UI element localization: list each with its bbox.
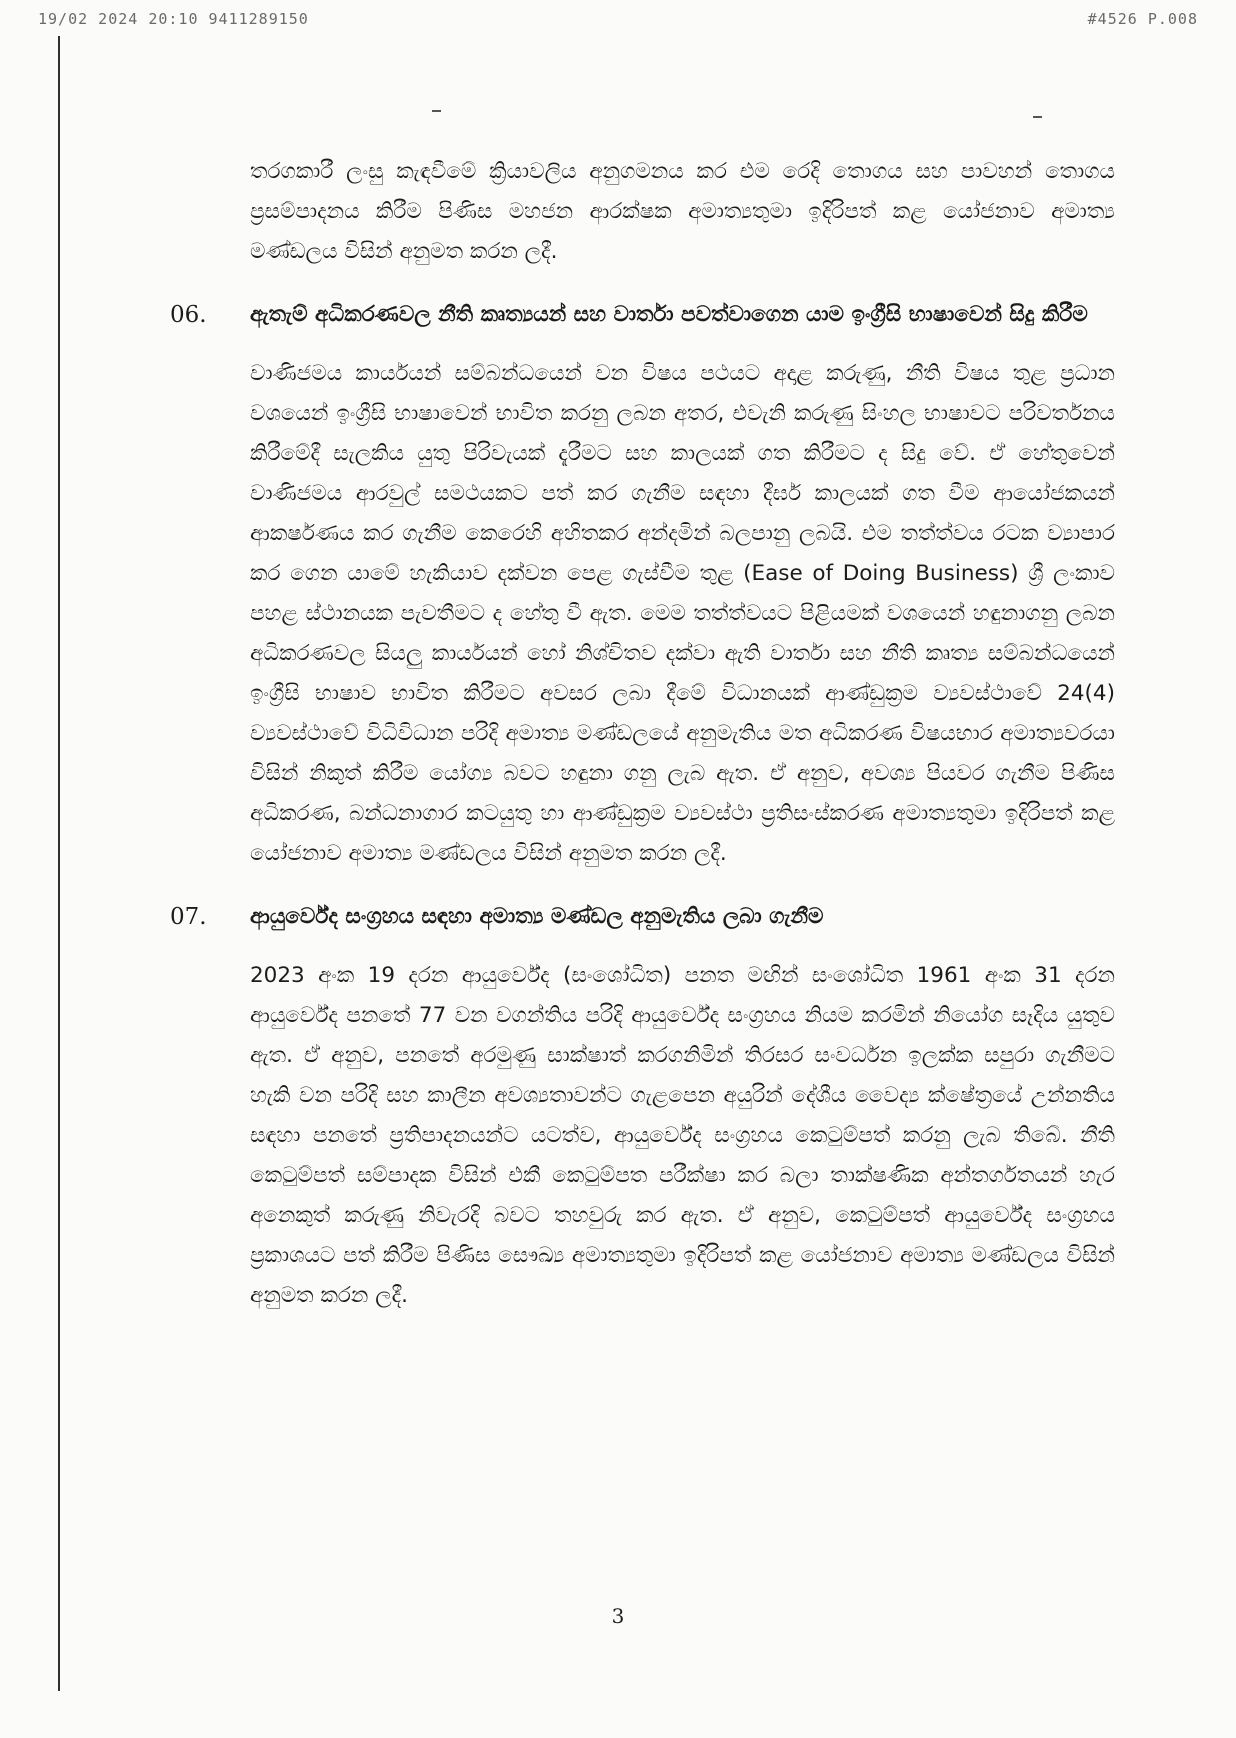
fax-page-code: #4526 P.008	[1087, 10, 1198, 28]
agenda-item-06	[170, 294, 1115, 874]
item-number: 07.	[170, 904, 207, 930]
scan-artifact-dash	[432, 110, 441, 112]
agenda-item-07	[170, 896, 1115, 1316]
item-body: වාණිජමය කාර්යයන් සම්බන්ධයෙන් වන විෂය පථයට අදාළ කරුණු, නීති විෂය තුළ ප්‍රධාන වශයෙන් ඉංග්‍රීසි භාෂාවෙන් භාවිත කරනු ලබන අතර, එවැනි කරුණු සිංහල භාෂාවට පරිවර්තනය කිරීමේදී සැලකිය යුතු පිරිවැයක් දැරීමට සහ කාලයක් ගත කිරීමට ද සිදු වේ. ඒ හේතුවෙන් වාණිජමය ආරවුල් සමථයකට පත් කර ගැනීම සඳහා දීර්ඝ කාලයක් ගත වීම ආයෝජකයන් ආකර්ෂණය කර ගැනීම කෙරෙහි අහිතකර අන්දමින් බලපානු ලබයි. එම තත්ත්වය රටක ව්‍යාපාර කර ගෙන යාමේ හැකියාව දක්වන පෙළ ගැස්වීම තුළ (Ease of Doing Business) ශ්‍රී ලංකාව පහළ ස්ථානයක පැවතීමට ද හේතු වී ඇත. මෙම තත්ත්වයට පිළියමක් වශයෙන් හඳුනාගනු ලබන අධිකරණවල සියලු කාර්යයන් හෝ නිශ්චිතව දක්වා ඇති වාර්තා සහ නීති කෘත්‍ය සම්බන්ධයෙන් ඉංග්‍රීසි භාෂාව භාවිත කිරීමට අවසර ලබා දීමේ විධානයක් ආණ්ඩුක්‍රම ව්‍යවස්ථාවේ 24(4) ව්‍යවස්ථාවේ විධිවිධාන පරිදි අමාත්‍ය මණ්ඩලයේ අනුමැතිය මත අධිකරණ විෂයභාර අමාත්‍යවරයා විසින් නිකුත් කිරීම යෝග්‍ය බවට හඳුනා ගනු ලැබ ඇත. ඒ අනුව, අවශ්‍ය පියවර ගැනීම පිණිස අධිකරණ, බන්ධනාගාර කටයුතු හා ආණ්ඩුක්‍රම ව්‍යවස්ථා ප්‍රතිසංස්කරණ අමාත්‍යතුමා ඉදිරිපත් කළ යෝජනාව අමාත්‍ය මණ්ඩලය විසින් අනුමත කරන ලදී.	[250, 361, 1115, 866]
fax-header	[38, 10, 1198, 34]
item-body: 2023 අංක 19 දරන ආයුර්වේද (සංශෝධිත) පනත මඟින් සංශෝධිත 1961 අංක 31 දරන ආයුර්වේද පනතේ 77 වන වගන්තිය පරිදි ආයුර්වේද සංග්‍රහය නියම කරමින් නියෝග සෑදිය යුතුව ඇත. ඒ අනුව, පනතේ අරමුණු සාක්ෂාත් කරගනිමින් තිරසර සංවර්ධන ඉලක්ක සපුරා ගැනීමට හැකි වන පරිදි සහ කාලීන අවශ්‍යතාවන්ට ගැළපෙන අයුරින් දේශීය වෛද්‍ය ක්ෂේත්‍රයේ උන්නතිය සඳහා පනතේ ප්‍රතිපාදනයන්ට යටත්ව, ආයුර්වේද සංග්‍රහය කෙටුම්පත් කරනු ලැබ තිබේ. නීති කෙටුම්පත් සම්පාදක විසින් එකී කෙටුම්පත පරීක්ෂා කර බලා තාක්ෂණික අන්තර්ගතයන් හැර අනෙකුත් කරුණු නිවැරදි බවට තහවුරු කර ඇත. ඒ අනුව, කෙටුම්පත් ආයුර්වේද සංග්‍රහය ප්‍රකාශයට පත් කිරීම පිණිස සෞඛ්‍ය අමාත්‍යතුමා ඉදිරිපත් කළ යෝජනාව අමාත්‍ය මණ්ඩලය විසින් අනුමත කරන ලදී.	[250, 963, 1115, 1308]
item-heading: ආයුර්වේද සංග්‍රහය සඳහා අමාත්‍ය මණ්ඩල අනුමැතිය ලබා ගැනීම	[250, 904, 824, 929]
item-heading: ඇතැම් අධිකරණවල නීති කෘත්‍යයන් සහ වාර්තා පවත්වාගෙන යාම ඉංග්‍රීසි භාෂාවෙන් සිදු කිරීම	[250, 302, 1088, 327]
page-number: 3	[611, 1604, 625, 1628]
item-number: 06.	[170, 302, 207, 328]
scan-margin-line	[58, 36, 60, 1691]
fax-transmission-info: 19/02 2024 20:10 9411289150	[38, 10, 309, 28]
continued-paragraph: තරගකාරී ලංසු කැඳවීමේ ක්‍රියාවලිය අනුගමනය කර එම රෙදි තොගය සහ පාවහන් තොගය ප්‍රසම්පාදනය කිරීම පිණිස මහජන ආරක්ෂක අමාත්‍යතුමා ඉදිරිපත් කළ යෝජනාව අමාත්‍ය මණ්ඩලය විසින් අනුමත කරන ලදී.	[250, 159, 1115, 264]
scan-artifact-dash	[1033, 116, 1042, 118]
document-body	[170, 152, 1115, 1316]
